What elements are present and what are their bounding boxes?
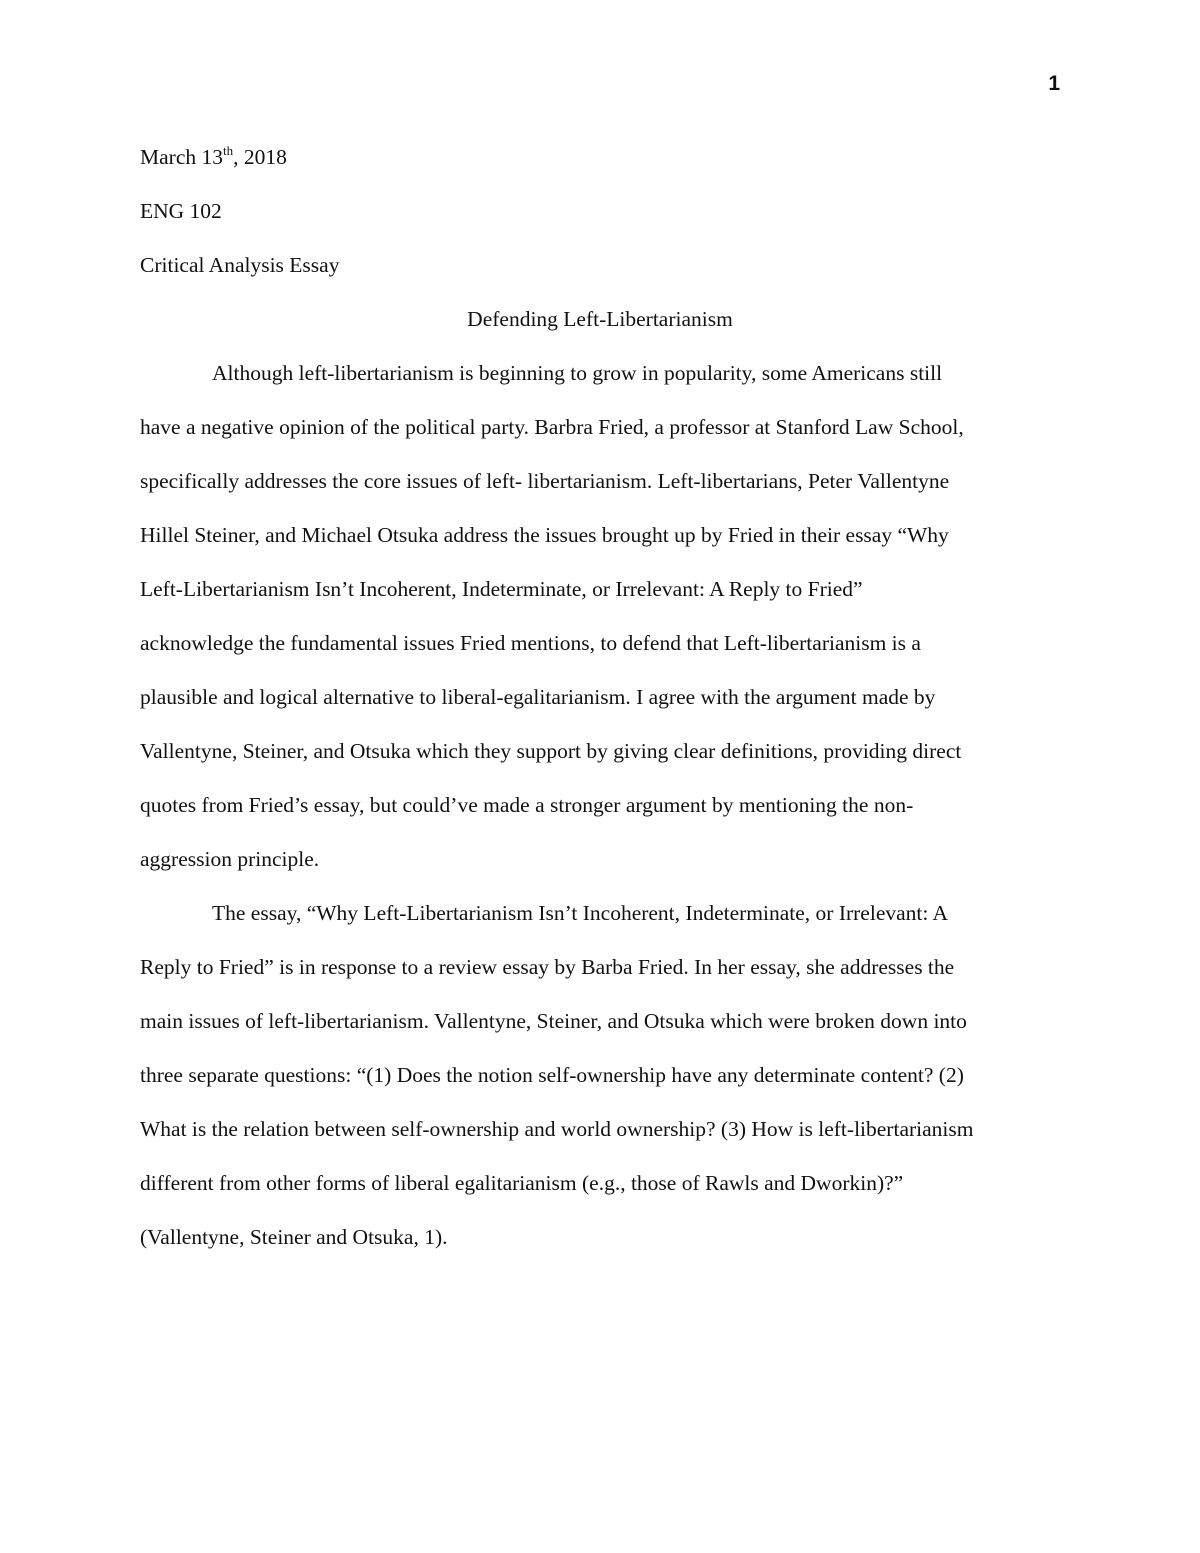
page-number: 1 [1048,72,1060,95]
text-line: What is the relation between self-ownership and world ownership? (3) How is left-libertarianism [140,1117,974,1141]
text-line: The essay, “Why Left-Libertarianism Isn’t Incoherent, Indeterminate, or Irrelevant: A [212,901,949,925]
text-line: Although left-libertarianism is beginning to grow in popularity, some Americans still [212,361,943,385]
text-line: different from other forms of liberal egalitarianism (e.g., those of Rawls and Dworkin)?” [140,1171,904,1195]
text-line: plausible and logical alternative to liberal-egalitarianism. I agree with the argument made by [140,685,936,709]
paragraph-2 [140,886,1060,1264]
text-line: have a negative opinion of the political party. Barbra Fried, a professor at Stanford Law School, [140,415,964,439]
text-line: Reply to Fried” is in response to a review essay by Barba Fried. In her essay, she addresses the [140,955,955,979]
text-line: Hillel Steiner, and Michael Otsuka address the issues brought up by Fried in their essay “Why [140,523,949,547]
date-line [140,130,1060,184]
text-line: specifically addresses the core issues of left- libertarianism. Left-libertarians, Peter Vallentyne [140,469,950,493]
text-line: three separate questions: “(1) Does the notion self-ownership have any determinate content? (2) [140,1063,964,1087]
text-line: quotes from Fried’s essay, but could’ve made a stronger argument by mentioning the non- [140,793,914,817]
text-line: main issues of left-libertarianism. Vallentyne, Steiner, and Otsuka which were broken down into [140,1009,967,1033]
text-line: aggression principle. [140,847,320,871]
date-suffix: , 2018 [233,145,287,169]
date-prefix: March 13 [140,145,223,169]
essay-body [140,130,1060,1264]
paragraph-1 [140,346,1060,886]
course-line: ENG 102 [140,199,222,223]
text-line: acknowledge the fundamental issues Fried mentions, to defend that Left-libertarianism is a [140,631,921,655]
essay-title: Defending Left-Libertarianism [467,307,733,331]
text-line: Vallentyne, Steiner, and Otsuka which they support by giving clear definitions, providing direct [140,739,962,763]
assignment-line: Critical Analysis Essay [140,253,340,277]
date-superscript: th [223,142,234,158]
text-line: Left-Libertarianism Isn’t Incoherent, Indeterminate, or Irrelevant: A Reply to Fried” [140,577,863,601]
text-line: (Vallentyne, Steiner and Otsuka, 1). [140,1225,448,1249]
